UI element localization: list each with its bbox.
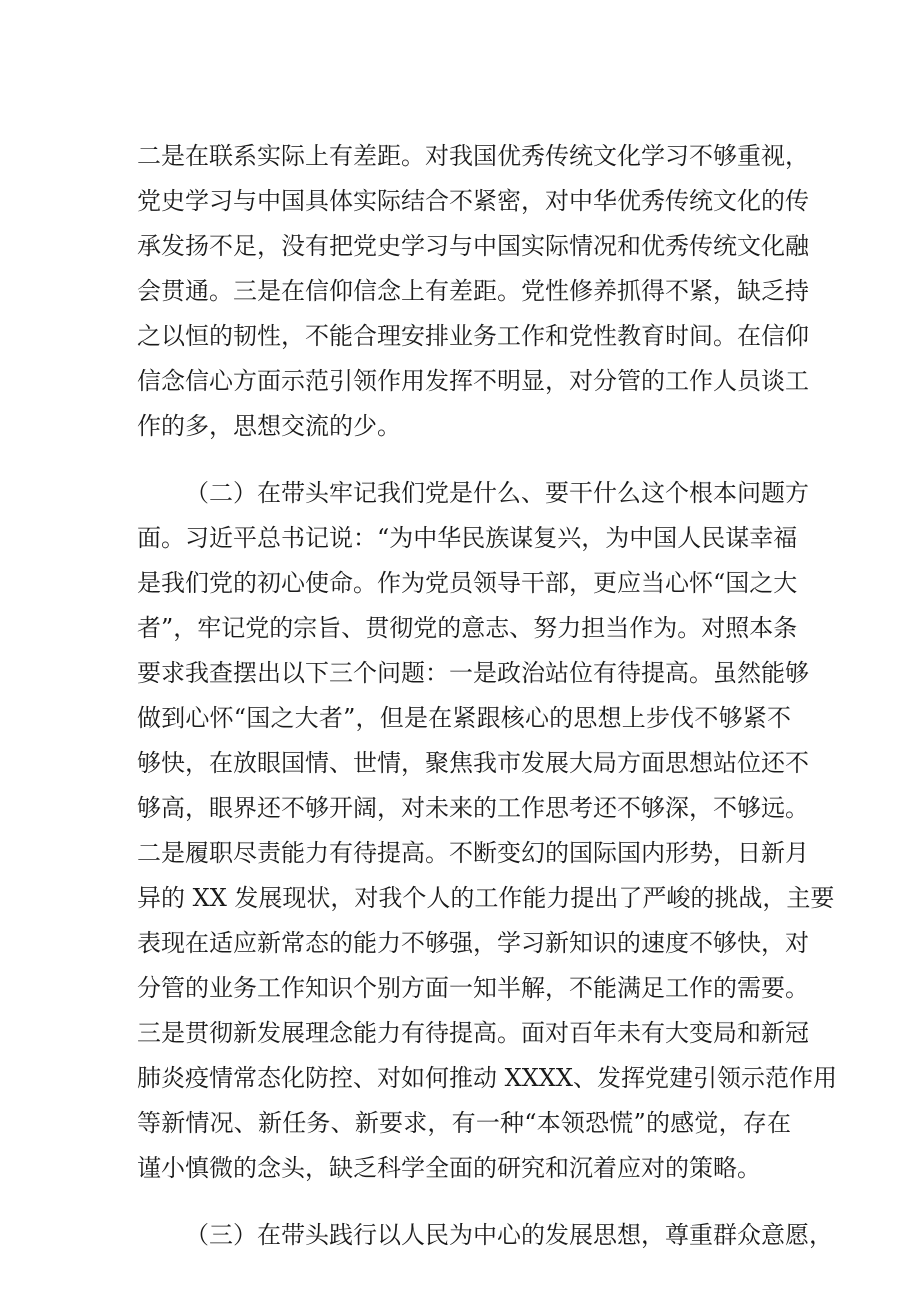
text-line: 会贯通。三是在信仰信念上有差距。党性修养抓得不紧，缺乏持 [137,277,809,305]
text-line: 作的多，思想交流的少。 [137,412,401,440]
text-line: 二是履职尽责能力有待提高。不断变幻的国际国内形势，日新月 [137,839,809,867]
text-line: 是我们党的初心使命。作为党员领导干部，更应当心怀“国之大 [137,569,798,597]
text-line: 信念信心方面示范引领作用发挥不明显，对分管的工作人员谈工 [137,367,809,395]
text-line: 够快，在放眼国情、世情，聚焦我市发展大局方面思想站位还不 [137,749,809,777]
text-line: 者”，牢记党的宗旨、贯彻党的意志、努力担当作为。对照本条 [137,614,798,642]
text-line: 要求我查摆出以下三个问题：一是政治站位有待提高。虽然能够 [137,659,809,687]
section-heading-line: （三）在带头践行以人民为中心的发展思想，尊重群众意愿， [185,1221,833,1249]
text-line: 做到心怀“国之大者”，但是在紧跟核心的思想上步伐不够紧不 [137,704,791,732]
text-line: 异的 XX 发展现状，对我个人的工作能力提出了严峻的挑战，主要 [137,884,835,912]
section-heading-line: （二）在带头牢记我们党是什么、要干什么这个根本问题方 [185,479,809,507]
text-line: 分管的业务工作知识个别方面一知半解，不能满足工作的需要。 [137,974,809,1002]
text-line: 够高，眼界还不够开阔，对未来的工作思考还不够深，不够远。 [137,794,809,822]
text-line: 党史学习与中国具体实际结合不紧密，对中华优秀传统文化的传 [137,187,809,215]
text-line: 承发扬不足，没有把党史学习与中国实际情况和优秀传统文化融 [137,232,809,260]
text-line: 等新情况、新任务、新要求，有一种“本领恐慌”的感觉，存在 [137,1109,791,1137]
text-line: 三是贯彻新发展理念能力有待提高。面对百年未有大变局和新冠 [137,1019,809,1047]
text-line: 二是在联系实际上有差距。对我国优秀传统文化学习不够重视， [137,142,809,170]
text-line: 肺炎疫情常态化防控、对如何推动 XXXX、发挥党建引领示范作用 [137,1064,837,1092]
text-line: 面。习近平总书记说：“为中华民族谋复兴，为中国人民谋幸福 [137,524,798,552]
text-line: 表现在适应新常态的能力不够强，学习新知识的速度不够快，对 [137,929,809,957]
text-line: 谨小慎微的念头，缺乏科学全面的研究和沉着应对的策略。 [137,1154,761,1182]
text-line: 之以恒的韧性，不能合理安排业务工作和党性教育时间。在信仰 [137,322,809,350]
